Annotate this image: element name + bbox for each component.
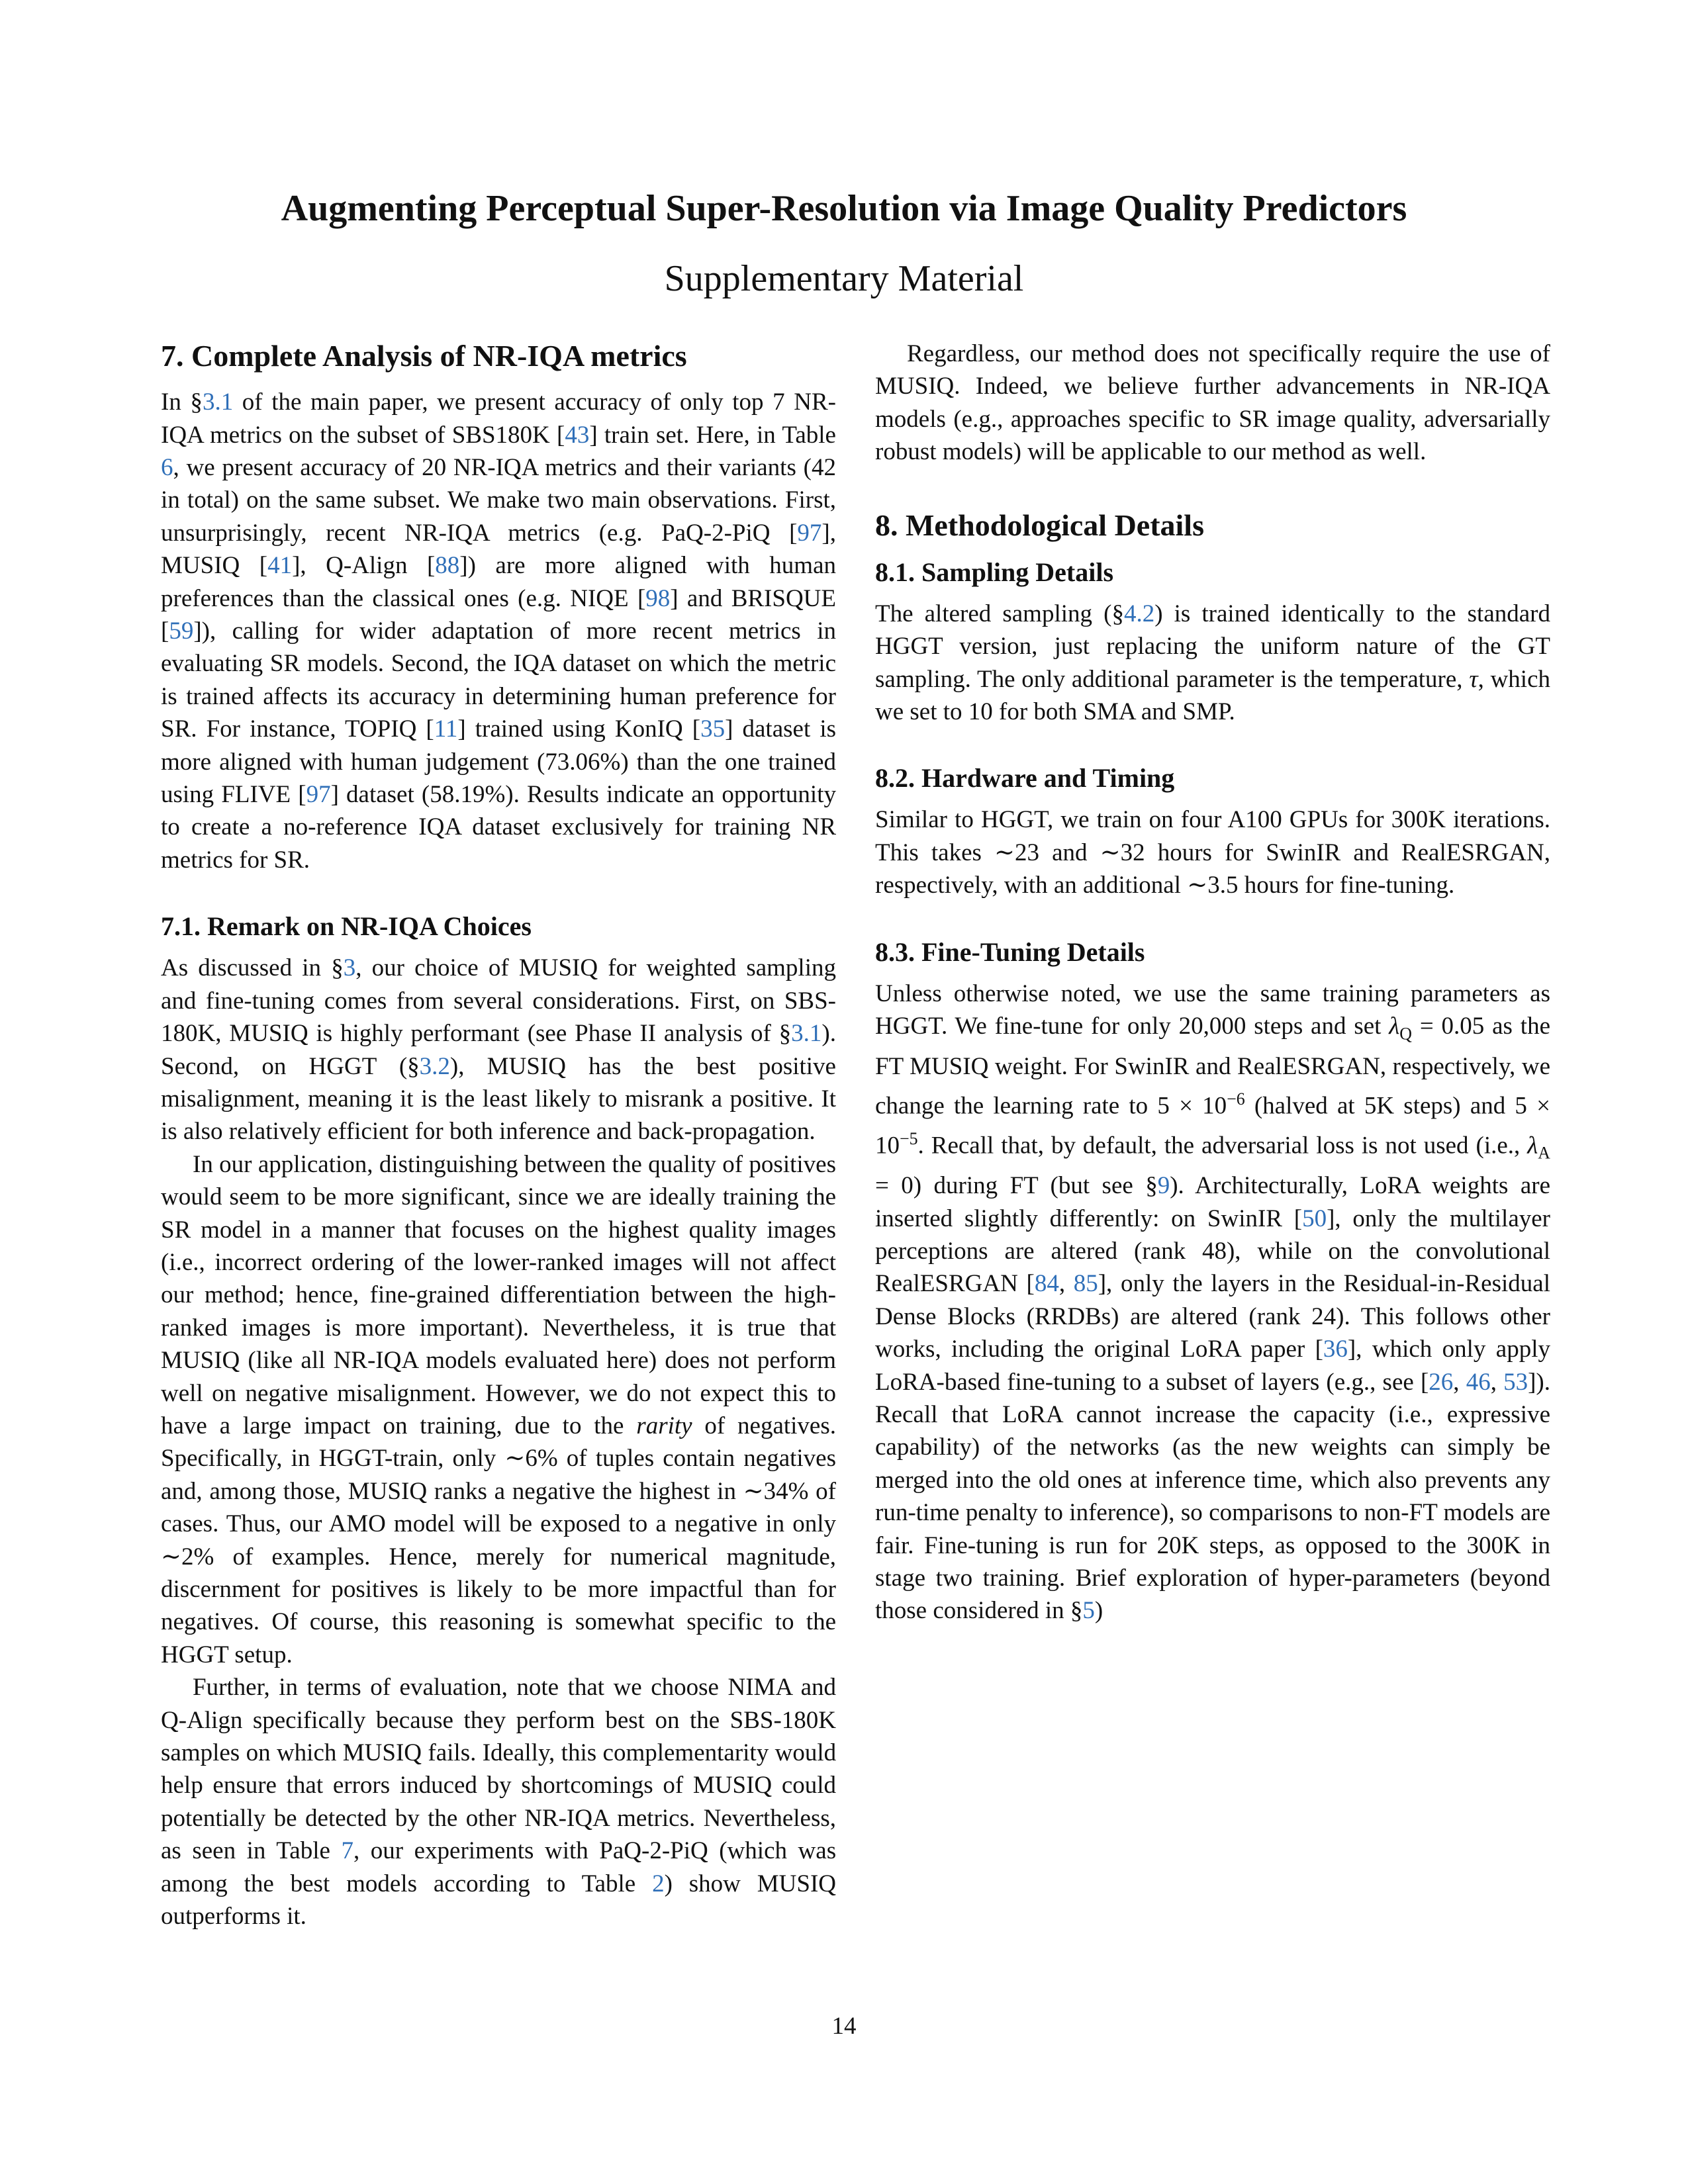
citation-link[interactable]: 97	[306, 781, 331, 809]
citation-link[interactable]: 97	[797, 519, 822, 547]
citation-link[interactable]: 9	[1157, 1172, 1170, 1200]
section-7-1-heading: 7.1. Remark on NR-IQA Choices	[161, 911, 532, 942]
left-column	[161, 338, 836, 1933]
citation-link[interactable]: 3	[343, 954, 356, 982]
section-8-2-heading: 8.2. Hardware and Timing	[875, 763, 1175, 794]
section-7-1-paragraph-2: In our application, distinguishing between the quality of positives would seem to be more significant, since we are ideally training the SR model in a manner that focuses on the highest quality images (i.e., incorrect ordering of the lower-ranked images will not affect our method; hence, fine-grained differentiation between the high-ranked images is more important). Nevertheless, it is true that MUSIQ (like all NR-IQA models evaluated here) does not perform well on negative misalignment. However, we do not expect this to have a large impact on training, due to the rarity of negatives. Specifically, in HGGT-train, only ∼6% of tuples contain negatives and, among those, MUSIQ ranks a negative the highest in ∼34% of cases. Thus, our AMO model will be exposed to a negative in only ∼2% of examples. Hence, merely for numerical magnitude, discernment for positives is likely to be more impactful than for negatives. Of course, this reasoning is somewhat specific to the HGGT setup.	[161, 1150, 837, 1668]
citation-link[interactable]: 26	[1429, 1368, 1454, 1396]
citation-link[interactable]: 2	[652, 1870, 665, 1897]
citation-link[interactable]: 6	[161, 454, 173, 481]
citation-link[interactable]: 3.1	[791, 1020, 822, 1048]
citation-link[interactable]: 85	[1073, 1270, 1098, 1298]
right-column	[875, 338, 1550, 1627]
section-8-heading: 8. Methodological Details	[875, 508, 1204, 542]
paper-title: Augmenting Perceptual Super-Resolution via Image Quality Predictors	[281, 188, 1407, 229]
citation-link[interactable]: 88	[435, 552, 460, 580]
section-8-1-paragraph: The altered sampling (§4.2) is trained identically to the standard HGGT version, just replacing the uniform nature of the GT sampling. The only additional parameter is the temperature, τ, which we set to 10 for both SMA and SMP.	[875, 600, 1551, 726]
section-7-paragraph: In §3.1 of the main paper, we present accuracy of only top 7 NR-IQA metrics on the subset of SBS180K [43] train set. Here, in Table 6, we present accuracy of 20 NR-IQA metrics and their variants (42 in total) on the same subset. We make two main observations. First, unsurprisingly, recent NR-IQA metrics (e.g. PaQ-2-PiQ [97], MUSIQ [41], Q-Align [88]) are more aligned with human preferences than the classical ones (e.g. NIQE [98] and BRISQUE [59]), calling for wider adaptation of more recent metrics in evaluating SR models. Second, the IQA dataset on which the metric is trained affects its accuracy in determining human preference for SR. For instance, TOPIQ [11] trained using KonIQ [35] dataset is more aligned with human judgement (73.06%) than the one trained using FLIVE [97] dataset (58.19%). Results indicate an opportunity to create a no-reference IQA dataset exclusively for training NR metrics for SR.	[161, 388, 837, 874]
paper-subtitle: Supplementary Material	[664, 258, 1024, 299]
citation-link[interactable]: 5	[1082, 1597, 1095, 1625]
citation-link[interactable]: 35	[700, 715, 726, 743]
citation-link[interactable]: 41	[267, 552, 293, 580]
citation-link[interactable]: 53	[1503, 1368, 1528, 1396]
citation-link[interactable]: 98	[645, 584, 671, 612]
section-7-1-paragraph-3: Further, in terms of evaluation, note that we choose NIMA and Q-Align specifically because they perform best on the SBS-180K samples on which MUSIQ fails. Ideally, this complementarity would help ensure that errors induced by shortcomings of MUSIQ could potentially be detected by the other NR-IQA metrics. Nevertheless, as seen in Table 7, our experiments with PaQ-2-PiQ (which was among the best models according to Table 2) show MUSIQ outperforms it.	[161, 1674, 837, 1931]
citation-link[interactable]: 36	[1323, 1336, 1348, 1363]
section-7-heading: 7. Complete Analysis of NR-IQA metrics	[161, 339, 687, 373]
citation-link[interactable]: 50	[1302, 1205, 1327, 1232]
citation-link[interactable]: 4.2	[1123, 600, 1155, 627]
citation-link[interactable]: 46	[1466, 1368, 1491, 1396]
citation-link[interactable]: 43	[565, 421, 590, 449]
citation-link[interactable]: 3.1	[202, 388, 234, 416]
section-8-2-paragraph: Similar to HGGT, we train on four A100 GPUs for 300K iterations. This takes ∼23 and ∼32 hours for SwinIR and RealESRGAN, respectively, with an additional ∼3.5 hours for fine-tuning.	[875, 806, 1550, 899]
citation-link[interactable]: 3.2	[419, 1052, 450, 1080]
citation-link[interactable]: 84	[1034, 1270, 1059, 1298]
section-8-3-paragraph: Unless otherwise noted, we use the same training parameters as HGGT. We fine-tune for only 20,000 steps and set $\lambda_Q = 0.05$ as the FT MUSIQ weight. For SwinIR and RealESRGAN, respectively, we change the learning rate to $5 \times 10^{-6}$ (halved at 5K steps) and $5 \times 10^{-5}$. Recall that, by default, the adversarial loss is not used (i.e., $\lambda_A = 0$) during FT (but see §9). Architecturally, LoRA weights are inserted slightly differently: on SwinIR [50], only the multilayer perceptions are altered (rank 48), while on the convolutional RealESRGAN [84, 85], only the layers in the Residual-in-Residual Dense Blocks (RRDBs) are altered (rank 24). This follows other works, including the original LoRA paper [36], which only apply LoRA-based fine-tuning to a subset of layers (e.g., see [26, 46, 53]). Recall that LoRA cannot increase the capacity (i.e., expressive capability) of the networks (as the new weights can simply be merged into the old ones at inference time, which also prevents any run-time penalty to inference), so comparisons to non-FT models are fair. Fine-tuning is run for 20K steps, as opposed to the 300K in stage two training. Brief exploration of hyper-parameters (beyond those considered in §5)	[875, 979, 1550, 1625]
section-8-1-heading: 8.1. Sampling Details	[875, 557, 1114, 587]
page-number: 14	[831, 2013, 857, 2040]
citation-link[interactable]: 59	[169, 617, 194, 645]
citation-link[interactable]: 7	[341, 1837, 353, 1865]
section-7-1-paragraph-4: Regardless, our method does not specifically require the use of MUSIQ. Indeed, we believe further advancements in NR-IQA models (e.g., approaches specific to SR image quality, adversarially robust models) will be applicable to our method as well.	[875, 340, 1550, 466]
section-7-1-paragraph-1: As discussed in §3, our choice of MUSIQ for weighted sampling and fine-tuning comes from several considerations. First, on SBS-180K, MUSIQ is highly performant (see Phase II analysis of §3.1). Second, on HGGT (§3.2), MUSIQ has the best positive misalignment, meaning it is the least likely to misrank a positive. It is also relatively efficient for both inference and back-propagation.	[161, 954, 836, 1146]
section-8-3-heading: 8.3. Fine-Tuning Details	[875, 936, 1145, 967]
citation-link[interactable]: 11	[434, 715, 458, 743]
